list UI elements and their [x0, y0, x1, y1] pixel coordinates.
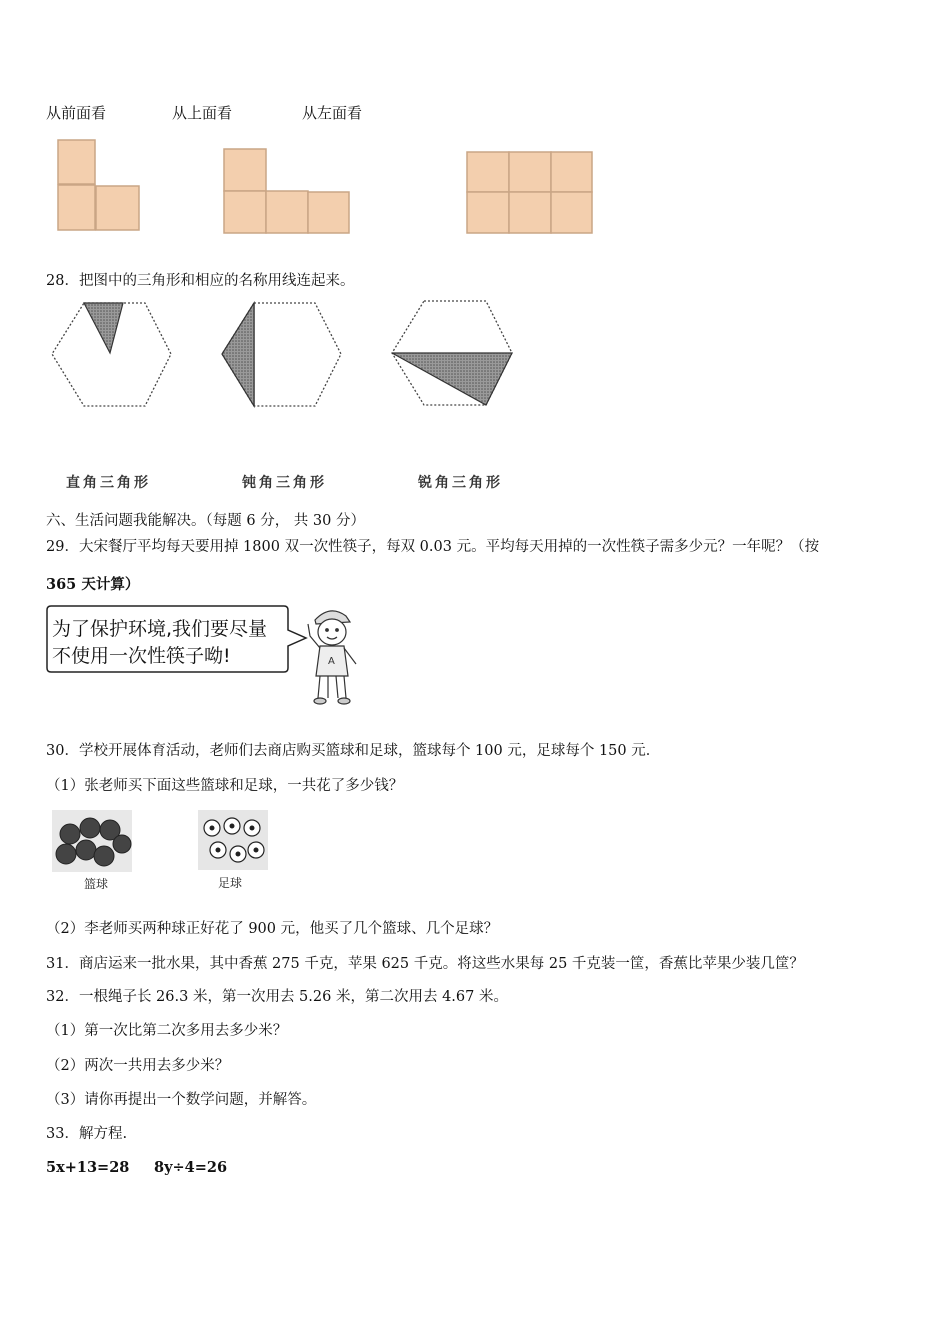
- hexagon-obtuse-triangle: [222, 303, 341, 406]
- q33-text: 33．解方程.: [46, 1126, 128, 1142]
- section6-title: 六、生活问题我能解决。（每题 6 分， 共 30 分）: [46, 513, 365, 529]
- label-obtuse-triangle: 钝角三角形: [242, 475, 327, 491]
- hexagon-right-triangle: [52, 303, 171, 406]
- basketball-label: 篮球: [84, 877, 109, 891]
- view-label-front: 从前面看: [46, 104, 107, 122]
- hexagon-triangles-figure: [40, 295, 540, 415]
- basketball-image: [52, 810, 132, 872]
- q32-part1: （1）第一次比第二次多用去多少米？: [46, 1023, 288, 1039]
- q31-text: 31．商店运来一批水果，其中香蕉 275 千克，苹果 625 千克。将这些水果每 25 千克装一筐，香蕉比苹果少装几筐？: [46, 956, 804, 972]
- view-label-top: 从上面看: [172, 104, 233, 122]
- q32-text: 32．一根绳子长 26.3 米，第一次用去 5.26 米，第二次用去 4.67 米。: [46, 989, 508, 1005]
- speech-line2: 不使用一次性筷子呦!: [52, 645, 231, 667]
- label-right-triangle: 直角三角形: [66, 475, 151, 491]
- hexagon-acute-triangle: [392, 301, 512, 405]
- boy-illustration: [308, 611, 356, 704]
- view-blocks-figure: [40, 130, 610, 242]
- q28-text: 28．把图中的三角形和相应的名称用线连起来。: [46, 273, 355, 289]
- front-view-blocks: [58, 140, 139, 230]
- svg-text:A: A: [328, 656, 335, 667]
- q32-part3: （3）请你再提出一个数学问题，并解答。: [46, 1092, 317, 1108]
- label-acute-triangle: 锐角三角形: [418, 475, 503, 491]
- q29-line1: 29．大宋餐厅平均每天要用掉 1800 双一次性筷子，每双 0.03 元。平均每天用掉的一次性筷子需多少元？一年呢？（按: [46, 539, 820, 555]
- speech-line1: 为了保护环境,我们要尽量: [52, 618, 268, 640]
- q30-part2: （2）李老师买两种球正好花了 900 元，他买了几个篮球、几个足球？: [46, 921, 499, 937]
- q30-text: 30．学校开展体育活动，老师们去商店购买篮球和足球，篮球每个 100 元，足球每个 150 元．: [46, 743, 661, 759]
- football-label: 足球: [218, 876, 243, 890]
- view-label-left: 从左面看: [302, 104, 363, 122]
- q30-part1: （1）张老师买下面这些篮球和足球，一共花了多少钱？: [46, 778, 404, 794]
- left-view-blocks: [467, 152, 592, 233]
- q32-part2: （2）两次一共用去多少米？: [46, 1058, 230, 1074]
- balls-figure: [52, 810, 272, 874]
- q33-eq1: 5x+13=28: [46, 1159, 130, 1176]
- q33-eq2: 8y÷4=26: [154, 1159, 228, 1176]
- top-view-blocks: [224, 149, 349, 233]
- q29-line2: 365 天计算）: [46, 576, 140, 593]
- football-image: [198, 810, 268, 870]
